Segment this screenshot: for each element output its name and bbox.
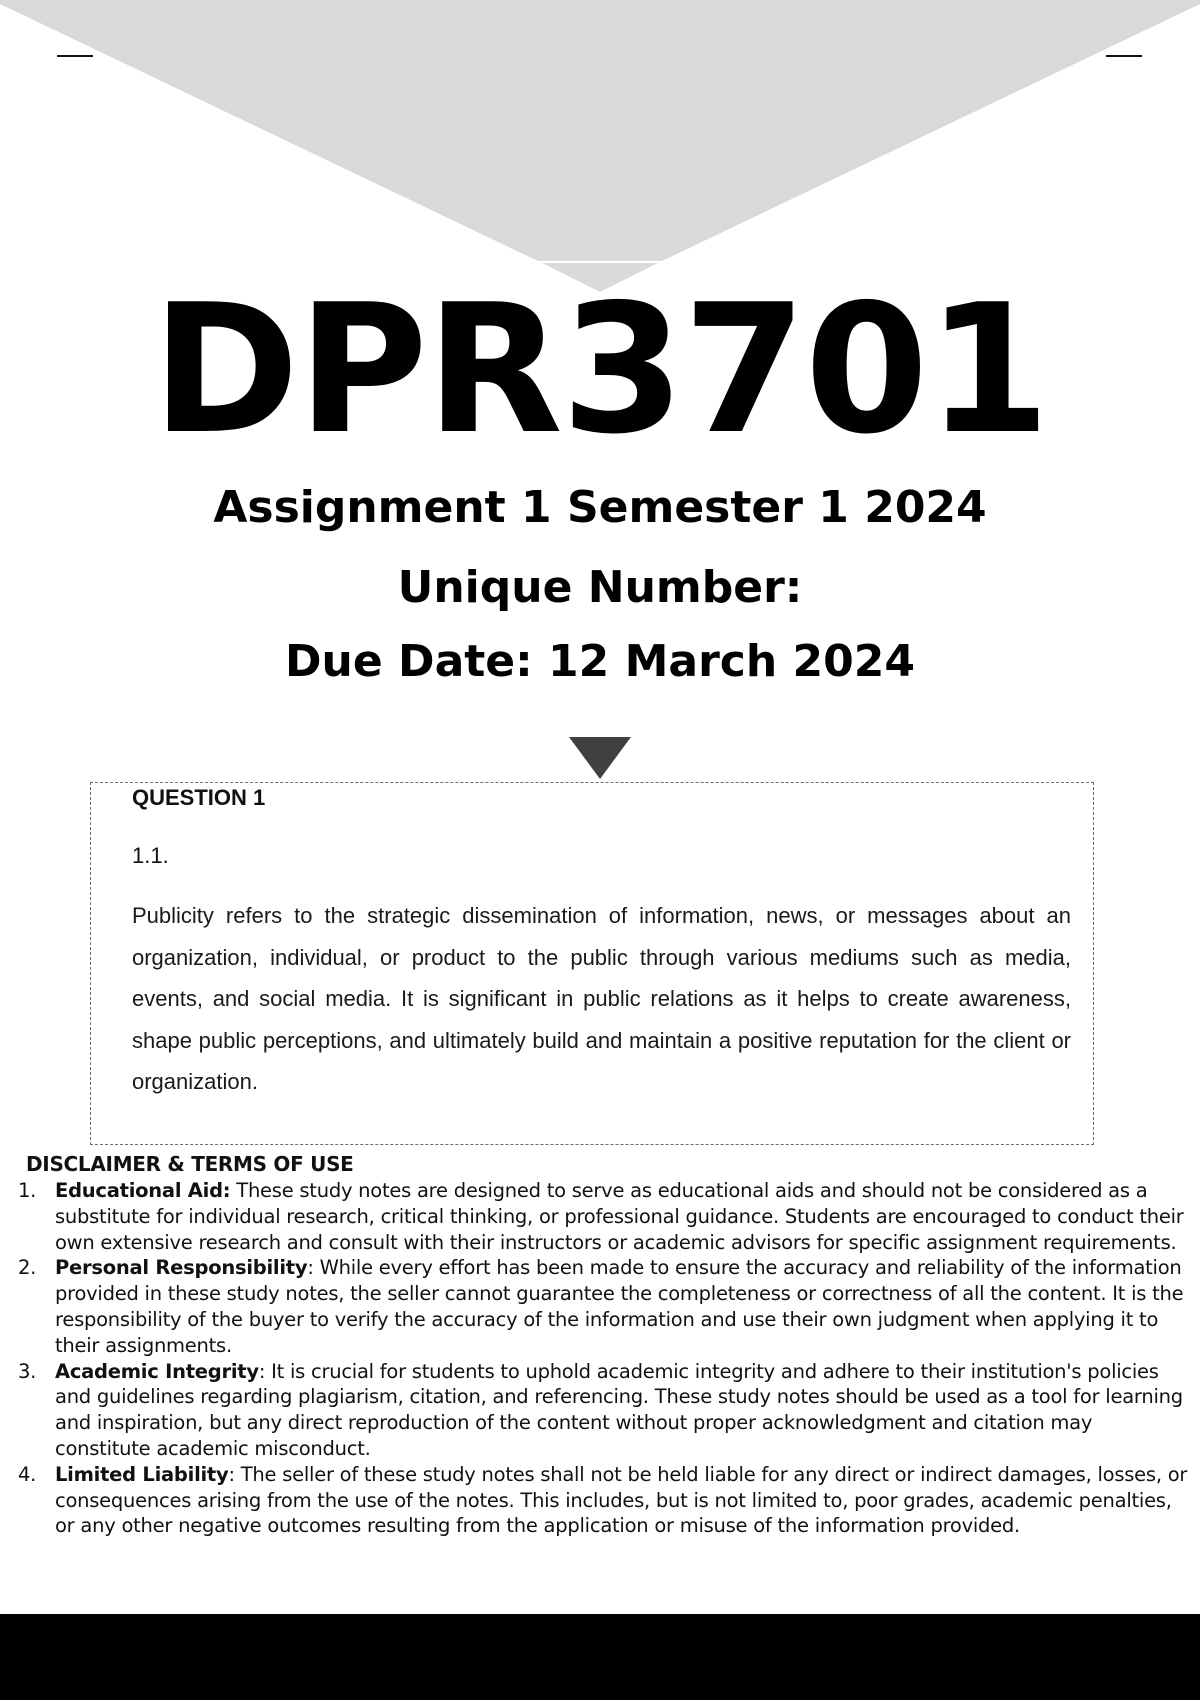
assignment-line: Assignment 1 Semester 1 2024 [213,482,987,533]
disclaimer-item-number: 4. [18,1462,37,1486]
disclaimer-item [14,1255,1190,1358]
disclaimer-item-title: Personal Responsibility [55,1256,308,1280]
disclaimer-item-number: 3. [18,1359,37,1383]
disclaimer-item [14,1178,1190,1255]
question-number: 1.1. [132,843,169,868]
course-code: DPR3701 [151,266,1049,473]
disclaimer-item [14,1359,1190,1462]
corner-rule-left [57,55,93,57]
unique-number-line: Unique Number: [397,562,803,613]
disclaimer-item-text: : While every effort has been made to ensure the accuracy and reliability of the information provided in these study notes, the seller cannot guarantee the completeness or correctness of all the content. It is the responsibility of the buyer to verify the accuracy of the information and use their own judgment when applying it to their assignments. [55,1256,1184,1357]
disclaimer-item-text: : It is crucial for students to uphold academic integrity and adhere to their institution's policies and guidelines regarding plagiarism, citation, and referencing. These study notes should be used as a tool for learning and inspiration, but any direct reproduction of the content without proper acknowledgment and citation may constitute academic misconduct. [55,1359,1183,1460]
question-answer: Publicity refers to the strategic dissemination of information, news, or messages about an organization, individual, or product to the public through various mediums such as media, events, and social media. It is significant in public relations as it helps to create awareness, shape public perceptions, and ultimately build and maintain a positive reputation for the client or organization. [132,903,1071,1094]
disclaimer-item-title: Limited Liability [55,1462,229,1486]
down-triangle-icon [569,737,631,779]
disclaimer-item-text: These study notes are designed to serve as educational aids and should not be considered as a substitute for individual research, critical thinking, or professional guidance. Students are encouraged to conduct their own extensive research and consult with their instructors or academic advisors for specific assignment requirements. [55,1179,1184,1254]
disclaimer-heading: DISCLAIMER & TERMS OF USE [26,1152,354,1176]
question-heading: QUESTION 1 [132,785,266,810]
disclaimer-item-text: : The seller of these study notes shall not be held liable for any direct or indirect damages, losses, or consequences arising from the use of the notes. This includes, but is not limited to, poor grades, academic penalties, or any other negative outcomes resulting from the application or misuse of the information provided. [55,1462,1188,1538]
disclaimer-item-title: Educational Aid: [55,1179,231,1202]
disclaimer-item-number: 2. [18,1256,37,1280]
disclaimer-item-title: Academic Integrity [55,1359,259,1383]
disclaimer-item-number: 1. [18,1179,37,1202]
top-chevron-graphic [0,0,1200,300]
due-date-line: Due Date: 12 March 2024 [285,636,915,687]
corner-rule-right [1106,55,1142,57]
disclaimer-list [14,1178,1190,1539]
disclaimer-item [14,1462,1190,1539]
footer-bar [0,1614,1200,1700]
